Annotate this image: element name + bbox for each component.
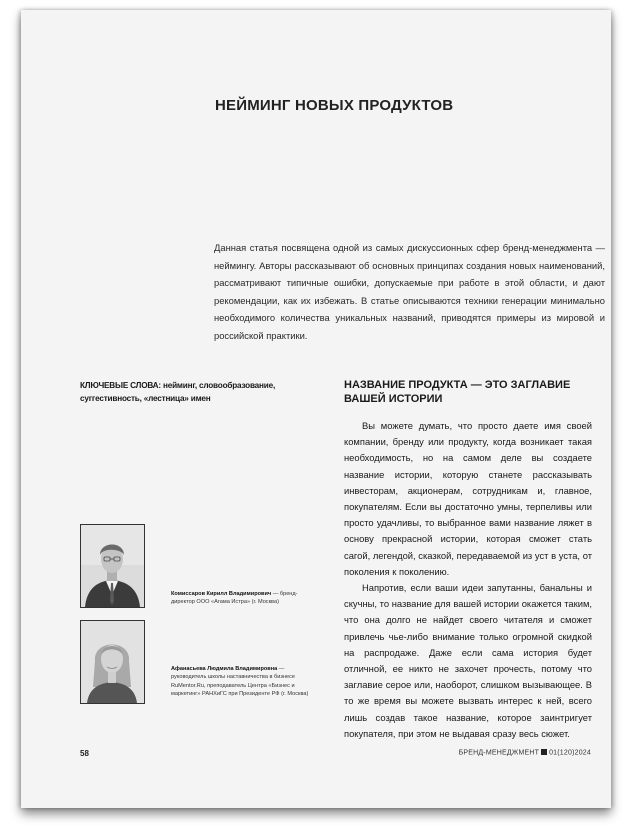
author-portrait-man-icon bbox=[81, 525, 144, 607]
section-heading: НАЗВАНИЕ ПРОДУКТА — ЭТО ЗАГЛАВИЕ ВАШЕЙ ИСТОРИИ bbox=[344, 379, 571, 405]
body-paragraph: Напротив, если ваши идеи запутанны, банальны и скучны, то название для вашей истории окажется таким, что она долго не найдет своего читателя и сможет привлечь чье-либо внимание только огромной скидкой на распродаже. Даже если сама история будет отличной, ее никто не захочет прочесть, потому что заглавие серое или, наоборот, слишком вызывающее. В то же время вы можете вызвать интерес к ней, всего лишь создав такое название, которое заинтригует покупателя, при этом не выдавая сразу весь сюжет. bbox=[344, 582, 592, 739]
author-photo-1 bbox=[80, 524, 145, 608]
body-paragraph: Вы можете думать, что просто даете имя своей компании, бренду или продукту, когда возникает такая необходимость, но на самом деле вы создаете название истории, которую станете рассказывать инвесторам, акционерам, сотрудникам и, главное, покупателям. Если вы достаточно умны, терпеливы или просто удачливы, то выбранное вами название ляжет в основу прекрасной истории, которая сможет стать сагой, легендой, сказкой, передаваемой из уст в уста, от поколения к поколению. bbox=[344, 420, 592, 577]
author-name: Афанасьева Людмила Владимировна bbox=[171, 666, 278, 672]
author-portrait-woman-icon bbox=[81, 621, 144, 703]
journal-page bbox=[21, 10, 611, 808]
author-info: — бренд-директор ООО «Агама Истра» (г. Москва) bbox=[171, 591, 298, 606]
article-title: НЕЙМИНГ НОВЫХ ПРОДУКТОВ bbox=[215, 97, 454, 114]
page-number: 58 bbox=[80, 749, 89, 758]
journal-footer bbox=[459, 749, 591, 757]
author-info: — руководитель школы наставничества в бизнесе RuMentor.Ru, преподаватель Центра «Бизнес и маркетинг» РАНХиГС при Президенте РФ (г. Москва) bbox=[171, 666, 309, 698]
journal-issue: 01(120)2024 bbox=[549, 749, 591, 757]
journal-name: БРЕНД-МЕНЕДЖМЕНТ bbox=[458, 749, 540, 757]
author-caption-2 bbox=[171, 665, 321, 699]
article-body bbox=[344, 418, 592, 742]
author-caption-1 bbox=[171, 590, 321, 607]
author-photo-2 bbox=[80, 620, 145, 704]
article-abstract: Данная статья посвящена одной из самых дискуссионных сфер бренд-менеджмента — неймингу. Авторы рассказывают об основных принципах создания новых наименований, рассматривают типичные ошибки, допускаемые при работе в этой области, и дают рекомендации, как их избежать. В статье описываются техники генерации минимально необходимого количества уникальных названий, приводятся примеры из мировой и российской практики. bbox=[214, 242, 605, 341]
square-separator-icon bbox=[541, 749, 547, 755]
keywords: КЛЮЧЕВЫЕ СЛОВА: нейминг, словообразование, суггестивность, «лестница» имен bbox=[80, 381, 276, 403]
author-name: Комиссаров Кирилл Владимирович bbox=[171, 591, 272, 597]
